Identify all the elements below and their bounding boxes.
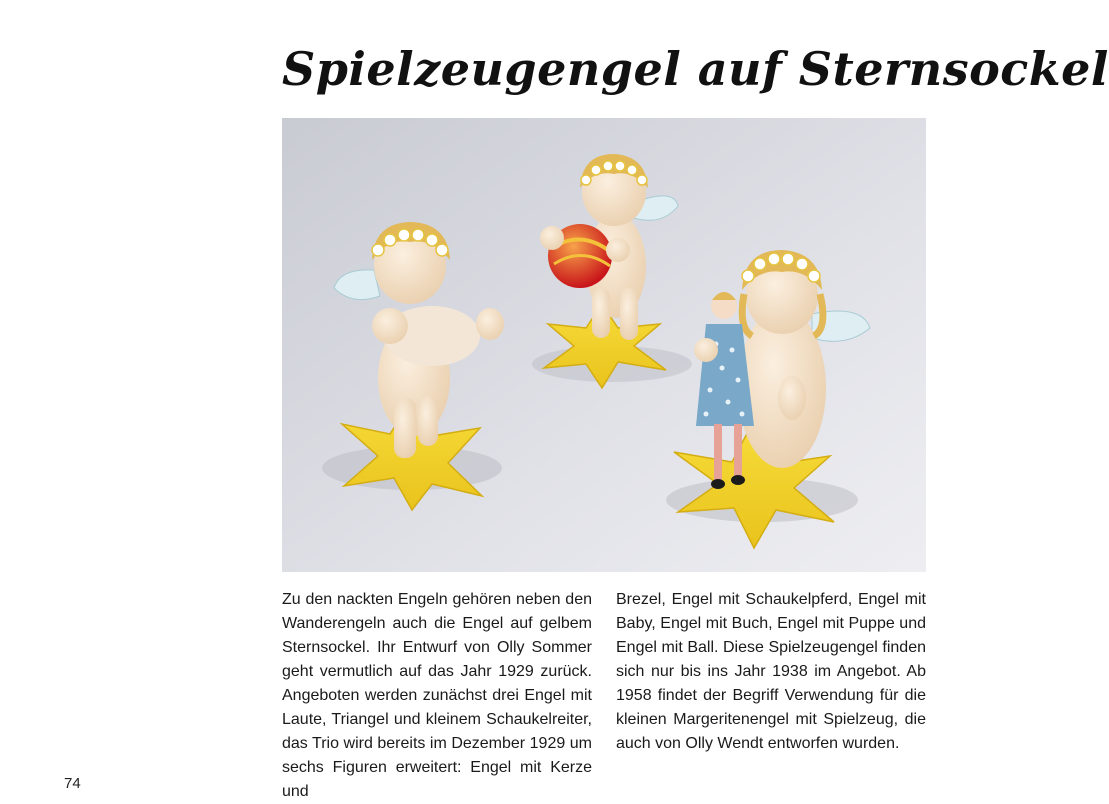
page-title: Spielzeugengel auf Sternsockel: [282, 41, 1109, 96]
page-number: 74: [64, 775, 81, 792]
paragraph-right: Brezel, Engel mit Schaukelpferd, Engel mit Baby, Engel mit Buch, Engel mit Puppe und Engel mit Ball. Diese Spielzeugengel finden sich nur bis ins Jahr 1938 im Angebot. Ab 1958 findet der Begriff Verwendung für die kleinen Margeritenengel mit Spielzeug, die auch von Olly Wendt entworfen wurden.: [616, 591, 926, 752]
body-text-left-column: [282, 588, 592, 804]
paragraph-left: Zu den nackten Engeln gehören neben den Wanderengeln auch die Engel auf gelbem Sternsockel. Ihr Entwurf von Olly Sommer geht vermutlich auf das Jahr 1929 zurück. Angeboten werden zunächst drei Engel mit Laute, Triangel und kleinem Schaukelreiter, das Trio wird bereits im Dezember 1929 um sechs Figuren erweitert: Engel mit Kerze und: [282, 591, 592, 800]
angel-figurines-photo: [282, 118, 926, 572]
body-text-right-column: [616, 588, 926, 756]
